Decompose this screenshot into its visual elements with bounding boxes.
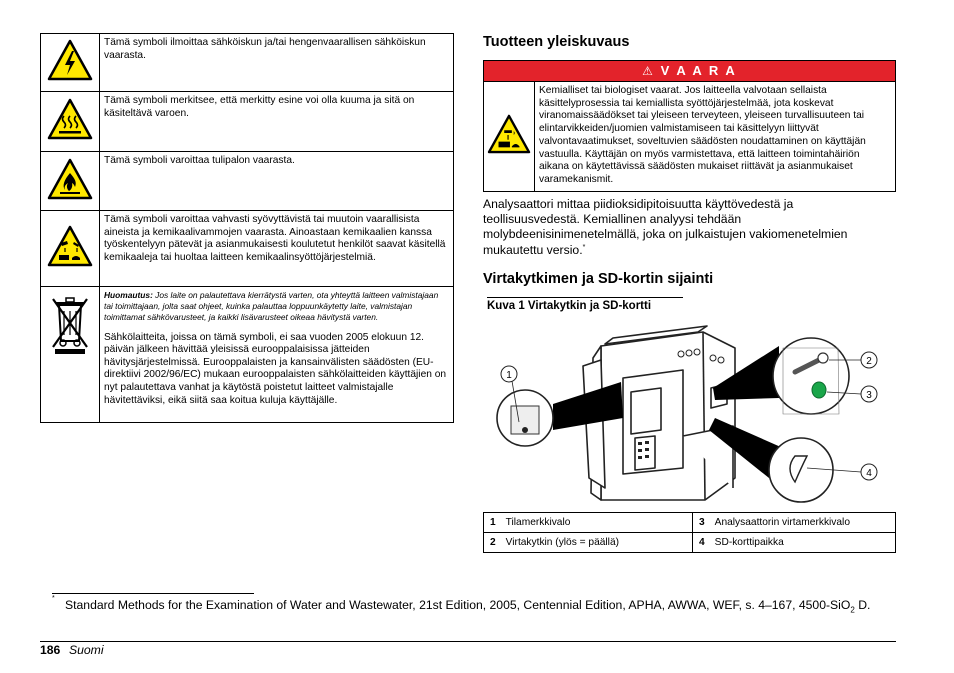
danger-text: Kemialliset tai biologiset vaarat. Jos laitteella valvotaan sellaista käsittelyprosessia tai kemiallista syöttöjärjestelmää, jota koskevat viranomaissäädökset tai yleiseen terveyteen, yleiseen turvallisuuteen tai elintarvikkeiden/juomien valmistamiseen tai käsittelyyn liittyvät valvontavaatimukset, soveltuvien säädösten noudattaminen on käyttäjän vastuulla. Käyttäjän on myös varmistettava, että laitteen toimintahäiriön aikana on käytettävissä säädösten mukaiset riittävät ja asianmukaiset varamekanismit. [535,82,896,192]
footer-rule [40,641,896,642]
symbol-cell [41,34,100,92]
warning-triangle-icon: ⚠ [642,64,655,78]
danger-box [483,60,896,192]
footnote-mark: * [52,595,55,602]
symbol-description: Tämä symboli merkitsee, että merkitty esine voi olla kuuma ja sitä on käsiteltävä varoen. [100,92,454,152]
footnote-text: Standard Methods for the Examination of Water and Wastewater, 21st Edition, 2005, Centennial Edition, APHA, AWWA, WEF, s. 4–167, 4500-SiO$_2$ D. [65,598,871,615]
corrosive-icon [47,225,93,267]
legend-item: 3 Analysaattorin virtamerkkivalo [693,513,896,533]
fire-hazard-icon [47,158,93,200]
danger-header: ⚠ V A A R A [484,61,896,82]
legend-item: 2 Virtakytkin (ylös = päällä) [484,533,693,553]
language-label: Suomi [69,643,104,657]
symbol-description: Tämä symboli varoittaa vahvasti syövyttävistä tai muutoin vaarallisista aineista ja kemikaalivammojen vaarasta. Ainoastaan kemikaalien kanssa työskentelyyn pätevät ja asianmukaisesti koulutetut henkilöt saavat käsitellä kemikaaleja tai huoltaa laitteen kemikaalinsyöttöjärjestelmiä. [100,211,454,287]
legend-item: 1 Tilamerkkivalo [484,513,693,533]
symbol-cell [41,211,100,287]
symbol-description: Huomautus: Jos laite on palautettava kierrätystä varten, ota yhteyttä laitteen valmistajaan tai toimittajaan, jolta saat ohjeet, kuinka palauttaa loppuunkäytetty laite, valmistajan toimittamat sähkövarusteet, ja kaikki lisävarusteet oikeaa hävitystä varten. Sähkölaitteita, joissa on tämä symboli, ei saa vuoden 2005 elokuun 12. päivän jälkeen hävittää yleisissä eurooppalaisissa jätteiden hävitysjärjestelmissä. Eurooppalaisten ja kansainvälisten säädösten (EU-direktiivi 2002/96/EC) mukaan eurooppalaisten sähkölaitteiden käyttäjien on nyt palautettava vanhat ja käytöstä poistetut laitteet valmistajalle hävitettäviksi, eikä siitä saa koitua kuluja käyttäjälle. [100,287,454,423]
hot-surface-icon [47,98,93,140]
callout-2-label: 2 [866,356,872,367]
page-number: 186 [40,643,61,657]
section-heading-switch: Virtakytkimen ja SD-kortin sijainti [483,271,714,287]
symbol-cell [41,152,100,211]
section-heading-overview: Tuotteen yleiskuvaus [483,34,630,50]
symbol-table [40,33,454,423]
figure-legend [483,512,896,553]
callout-4-label: 4 [866,468,872,479]
symbol-description: Tämä symboli varoittaa tulipalon vaarasta. [100,152,454,211]
callout-3-label: 3 [866,390,872,401]
symbol-cell [41,92,100,152]
callout-1-label: 1 [506,370,512,381]
figure-caption: Kuva 1 Virtakytkin ja SD-kortti [487,300,652,312]
legend-item: 4 SD-korttipaikka [693,533,896,553]
symbol-cell [41,287,100,423]
product-description: Analysaattori mittaa piidioksidipitoisuutta käyttövedestä ja teollisuusvedestä. Kemiallinen analyysi tehdään molybdeenisinimenetelmällä, joka on julkaistujen vakiomenetelmien mukautettu versio.* [483,197,848,258]
electric-shock-icon [47,39,93,81]
weee-crossed-bin-icon [50,293,90,355]
symbol-cell [484,82,535,192]
symbol-description: Tämä symboli ilmoittaa sähköiskun ja/tai hengenvaarallisen sähköiskun vaarasta. [100,34,454,92]
power-led-icon [812,382,826,398]
status-led-icon [522,427,528,433]
figure-rule [487,297,683,298]
recycling-note: Huomautus: Jos laite on palautettava kierrätystä varten, ota yhteyttä laitteen valmistajaan tai toimittajaan, jolta saat ohjeet, kuinka palauttaa loppuunkäytetty laite, valmistajan toimittamat sähkövarusteet, ja kaikki lisävarusteet oikeaa hävitystä varten. [104,290,439,323]
zoom-circle-power-switch [773,338,849,414]
footnote-reference: * [582,244,586,252]
analyzer-figure [483,318,896,508]
footnote-rule [52,593,254,594]
chemical-hazard-icon [487,114,531,154]
